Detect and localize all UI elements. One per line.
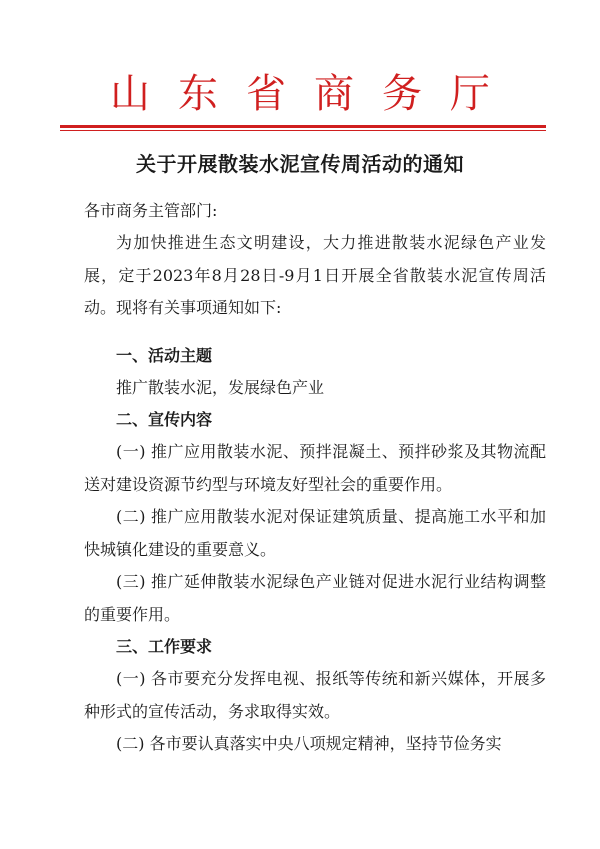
section2-heading: 二、宣传内容 <box>116 410 213 429</box>
section1-heading: 一、活动主题 <box>116 346 213 365</box>
section2-item-3: (三) 推广延伸散装水泥绿色产业链对促进水泥行业结构调整的重要作用。 <box>84 572 546 624</box>
issuer-header: 山东省商务厅 <box>110 71 518 117</box>
section2-item-2: (二) 推广应用散装水泥对保证建筑质量、提高施工水平和加快城镇化建设的重要意义。 <box>84 507 546 559</box>
intro-paragraph: 为加快推进生态文明建设，大力推进散装水泥绿色产业发展，定于2023年8月28日-9月1日开展全省散装水泥宣传周活动。现将有关事项通知如下: <box>84 233 546 317</box>
header-rule-thick <box>60 125 546 128</box>
salutation: 各市商务主管部门: <box>84 201 218 220</box>
section3-item-1: (一) 各市要充分发挥电视、报纸等传统和新兴媒体，开展多种形式的宣传活动，务求取得实效。 <box>84 669 546 721</box>
section3-item-2: (二) 各市要认真落实中央八项规定精神，坚持节俭务实 <box>116 734 502 753</box>
document-title: 关于开展散装水泥宣传周活动的通知 <box>136 152 464 176</box>
section2-item-1: (一) 推广应用散装水泥、预拌混凝土、预拌砂浆及其物流配送对建设资源节约型与环境友好型社会的重要作用。 <box>84 442 546 494</box>
section1-body: 推广散装水泥，发展绿色产业 <box>116 378 325 397</box>
header-rule-thin <box>60 130 546 131</box>
section3-heading: 三、工作要求 <box>116 637 213 656</box>
